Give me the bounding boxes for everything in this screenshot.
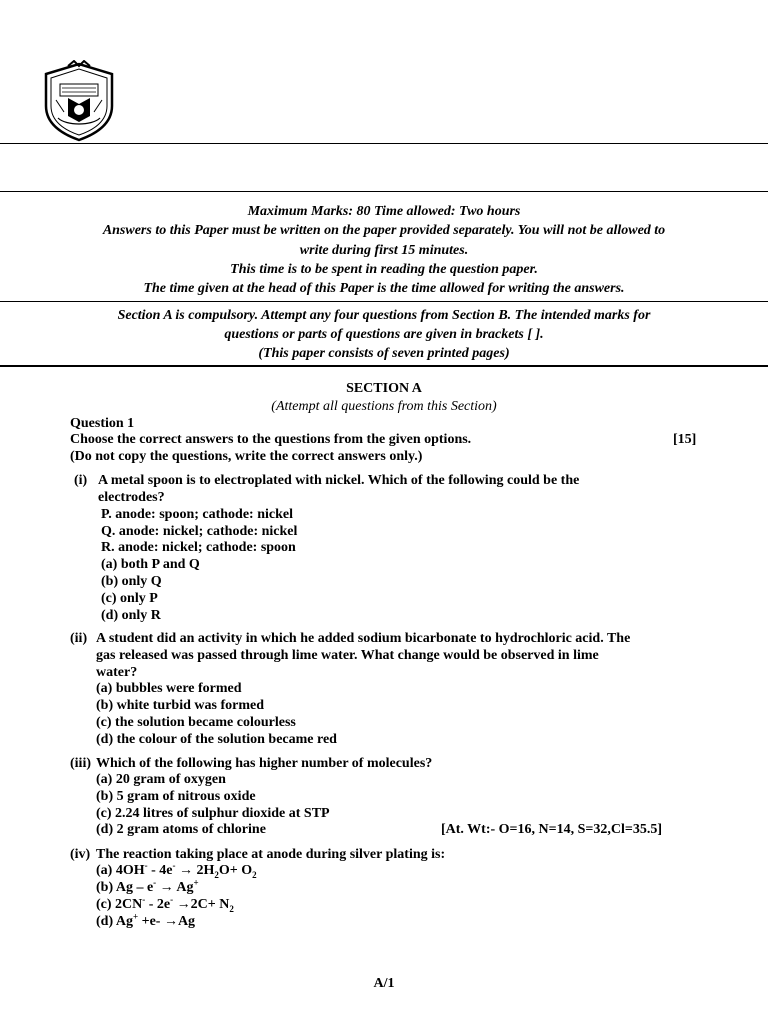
q-iv-number: (iv) <box>70 847 91 862</box>
time-given-line: The time given at the head of this Paper is the time allowed for writing the answers. <box>143 281 625 296</box>
q-iv-option-d: (d) Ag+ +e- →Ag <box>96 911 196 929</box>
q-ii-text-line3: water? <box>96 665 138 680</box>
q-ii-option-b: (b) white turbid was formed <box>96 698 264 713</box>
question-marks: [15] <box>673 432 697 447</box>
q-iii-option-b: (b) 5 gram of nitrous oxide <box>96 789 256 804</box>
q-i-text-line1: A metal spoon is to electroplated with nickel. Which of the following could be the <box>98 473 580 488</box>
q-ii-option-a: (a) bubbles were formed <box>96 681 242 696</box>
q-i-text-line2: electrodes? <box>98 490 165 505</box>
first-minutes-line: write during first 15 minutes. <box>299 243 469 258</box>
q-iv-option-c: (c) $2CN^- - 2e^- \to 2C+ N_2$ <box>96 894 234 914</box>
q-iii-option-d: (d) 2 gram atoms of chlorine <box>96 822 266 837</box>
q-ii-text-line2: gas released was passed through lime water. What change would be observed in lime <box>96 648 599 663</box>
q-ii-number: (ii) <box>70 631 88 646</box>
question-instruction: Choose the correct answers to the questions from the given options. <box>70 432 472 447</box>
question-note: (Do not copy the questions, write the correct answers only.) <box>70 449 423 464</box>
question-label: Question 1 <box>70 416 135 431</box>
q-i-option-r: R. anode: nickel; cathode: spoon <box>101 540 296 555</box>
q-ii-option-d: (d) the colour of the solution became red <box>96 732 337 747</box>
q-i-option-q: Q. anode: nickel; cathode: nickel <box>101 524 298 539</box>
q-i-option-b: (b) only Q <box>101 574 162 589</box>
answers-line: Answers to this Paper must be written on the paper provided separately. You will not be allowed to <box>102 223 666 238</box>
section-title: SECTION A <box>346 381 422 396</box>
header-rule-top <box>0 143 768 144</box>
max-marks-line: Maximum Marks: 80 Time allowed: Two hours <box>247 204 521 219</box>
q-iii-text: Which of the following has higher number of molecules? <box>96 756 433 771</box>
q-i-option-a: (a) both P and Q <box>101 557 200 572</box>
section-subtitle: (Attempt all questions from this Section) <box>271 399 497 414</box>
q-iii-option-c: (c) 2.24 litres of sulphur dioxide at STP <box>96 806 330 821</box>
q-iii-number: (iii) <box>70 756 91 771</box>
school-crest-logo <box>38 60 120 142</box>
page-number: A/1 <box>373 976 395 991</box>
q-ii-text-line1: A student did an activity in which he added sodium bicarbonate to hydrochloric acid. The <box>96 631 631 646</box>
reading-time-line: This time is to be spent in reading the question paper. <box>230 262 538 277</box>
printed-pages-line: (This paper consists of seven printed pages) <box>258 346 510 361</box>
q-i-number: (i) <box>74 473 88 488</box>
q-iv-option-b: (b) Ag – e- → Ag+ <box>96 877 199 895</box>
header-rule-bottom <box>0 365 768 367</box>
q-iii-option-a: (a) 20 gram of oxygen <box>96 772 226 787</box>
q-iii-atomic-weights: [At. Wt:- O=16, N=14, S=32,Cl=35.5] <box>441 822 663 837</box>
marks-brackets-line: questions or parts of questions are given in brackets [ ]. <box>224 327 544 342</box>
section-instruction-line: Section A is compulsory. Attempt any four questions from Section B. The intended marks for <box>117 308 651 323</box>
q-i-option-c: (c) only P <box>101 591 158 606</box>
q-i-option-d: (d) only R <box>101 608 161 623</box>
q-ii-option-c: (c) the solution became colourless <box>96 715 296 730</box>
q-iv-option-a: (a) $4OH^- - 4e^- \to 2H_2O+ O_2$ <box>96 860 257 880</box>
header-rule-3 <box>0 301 768 302</box>
q-iv-text: The reaction taking place at anode during silver plating is: <box>96 847 446 862</box>
header-rule-2 <box>0 191 768 192</box>
q-i-option-p: P. anode: spoon; cathode: nickel <box>101 507 294 522</box>
